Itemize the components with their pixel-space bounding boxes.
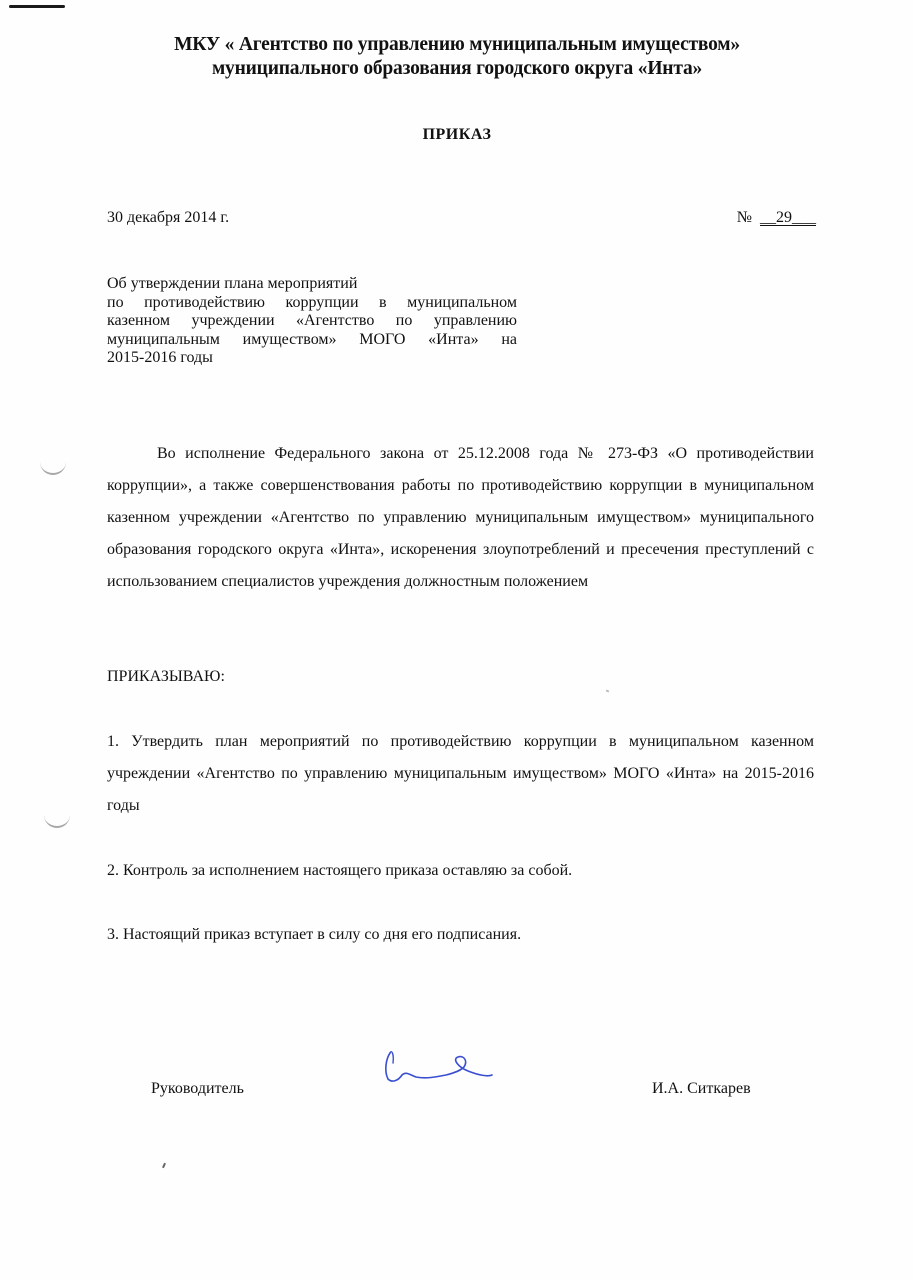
signer-position: Руководитель <box>151 1080 244 1097</box>
order-item-1: 1. Утвердить план мероприятий по противодействию коррупции в муниципальном казенном учреждении «Агентство по управлению муниципальным имуществом» МОГО «Инта» на 2015-2016 годы <box>107 733 814 814</box>
order-keyword: ПРИКАЗЫВАЮ: <box>107 668 225 685</box>
document-date: 30 декабря 2014 г. <box>107 209 230 226</box>
document-subject <box>107 275 517 368</box>
subject-line: Об утверждении плана мероприятий <box>107 275 358 292</box>
preamble-paragraph: Во исполнение Федерального закона от 25.12.2008 года № 273-ФЗ «О противодействии коррупции», а также совершенствования работы по противодействию коррупции в муниципальном казенном учреждении «Агентство по управлению муниципальным имуществом» муниципального образования городского округа «Инта», искоренения злоупотреблений и пресечения преступлений с использованием специалистов учреждения должностным положением <box>107 445 814 590</box>
scan-edge-mark <box>9 5 65 8</box>
organization-header <box>0 33 914 81</box>
subject-line: 2015-2016 годы <box>107 349 213 366</box>
signer-name: И.А. Ситкарев <box>652 1080 751 1097</box>
document-number <box>737 209 816 227</box>
document-title: ПРИКАЗ <box>422 126 492 143</box>
number-value: __29___ <box>760 209 816 226</box>
subject-line: казенном учреждении «Агентство по управлению <box>107 312 517 329</box>
order-item-3: 3. Настоящий приказ вступает в силу со дня его подписания. <box>107 926 522 943</box>
scan-speck <box>162 1163 166 1168</box>
order-item-2: 2. Контроль за исполнением настоящего приказа оставляю за собой. <box>107 862 573 879</box>
punch-hole-mark <box>40 459 66 475</box>
punch-hole-mark <box>44 812 70 828</box>
handwritten-signature <box>380 1045 500 1085</box>
organization-header-line-2: муниципального образования городского округа «Инта» <box>211 58 703 79</box>
subject-line: муниципальным имуществом» МОГО «Инта» на <box>107 330 517 348</box>
organization-header-line-1: МКУ « Агентство по управлению муниципальным имуществом» <box>174 34 740 55</box>
number-label: № <box>736 209 752 226</box>
subject-line: по противодействию коррупции в муниципальном <box>107 293 517 311</box>
